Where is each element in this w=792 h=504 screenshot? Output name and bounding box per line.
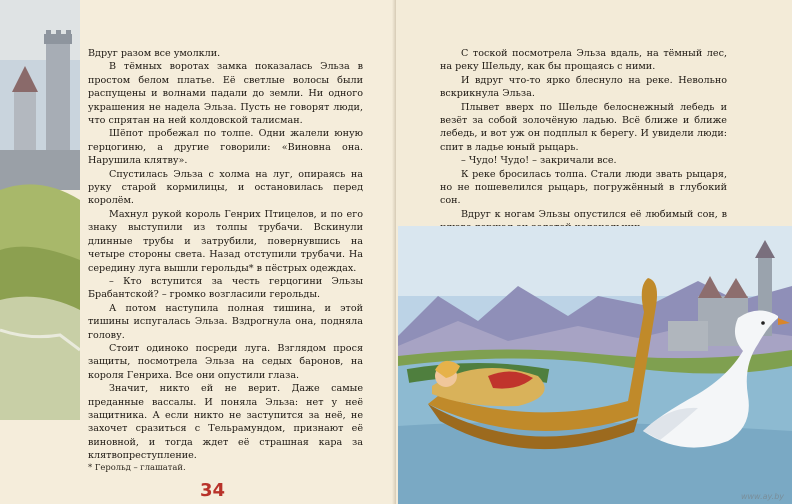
paragraph: Спустилась Эльза с холма на луг, опираясь на руку старой кормилицы, и остановилась перед королём. [88,168,363,207]
paragraph: Вдруг разом все умолкли. [88,48,221,59]
paragraph: Значит, никто ей не верит. Даже самые преданные вассалы. И поняла Эльза: нет у неё защитника. А если никто не заступится за неё, не захочет сразиться с Тельрамундом, признают её виновной, и тогда ждет её страшная кара за клятвопреступление. [88,383,363,462]
swan-boat-illustration [398,226,792,504]
paragraph: – Кто вступится за честь герцогини Эльзы Брабантской? – громко возгласили герольды. [88,275,363,301]
paragraph: Стоит одиноко посреди луга. Взглядом прося защиты, посмотрела Эльза на седых баронов, на короля Генриха. Все они опустили глаза. [88,342,363,381]
paragraph: И вдруг что-то ярко блеснуло на реке. Невольно вскрикнула Эльза. [440,74,727,100]
castle-illustration-left [0,0,80,420]
paragraph: Шёпот пробежал по толпе. Одни жалели юную герцогиню, а другие говорили: «Виновна она. Нарушила клятву». [88,128,363,167]
right-text-column [440,47,727,235]
paragraph: В тёмных воротах замка показалась Эльза в простом белом платье. Её светлые волосы были распущены и волнами падали до земли. Ни одного украшения не надела Эльза. Пусть не говорят люди, что спрятан на ней колдовской талисман. [88,61,363,127]
left-text-column [88,47,363,463]
paragraph: Плывет вверх по Шельде белоснежный лебедь и везёт за собой золочёную ладью. Всё ближе и ближе лебедь, и вот уж он подплыл к берегу. И увидели люди: спит в ладье юный рыцарь. [440,101,727,153]
page-number: 34 [200,480,226,501]
paragraph: С тоской посмотрела Эльза вдаль, на тёмный лес, на реку Шельду, как бы прощаясь с ними. [440,48,727,73]
paragraph: – Чудо! Чудо! – закричали все. [461,155,617,167]
footnote: * Герольд – глашатай. [88,462,186,472]
watermark: www.ay.by [740,492,784,501]
paragraph: А потом наступила полная тишина, и этой тишины испугалась Эльза. Вздрогнула она, подняла голову. [88,302,363,341]
paragraph: Вдруг к ногам Эльзы опустился её любимый сон, в [461,208,727,220]
paragraph: К реке бросилась толпа. Стали люди звать рыцаря, но не пошевелился рыцарь, погружённый в глубокий сон. [440,168,727,207]
paragraph: Махнул рукой король Генрих Птицелов, и по его знаку выступили из толпы трубачи. Вскинули длинные трубы и затрубили, повернувшись на четыре стороны света. Назад отступили трубачи. На середину луга вышли герольды* в пёстрых одеждах. [88,208,363,274]
